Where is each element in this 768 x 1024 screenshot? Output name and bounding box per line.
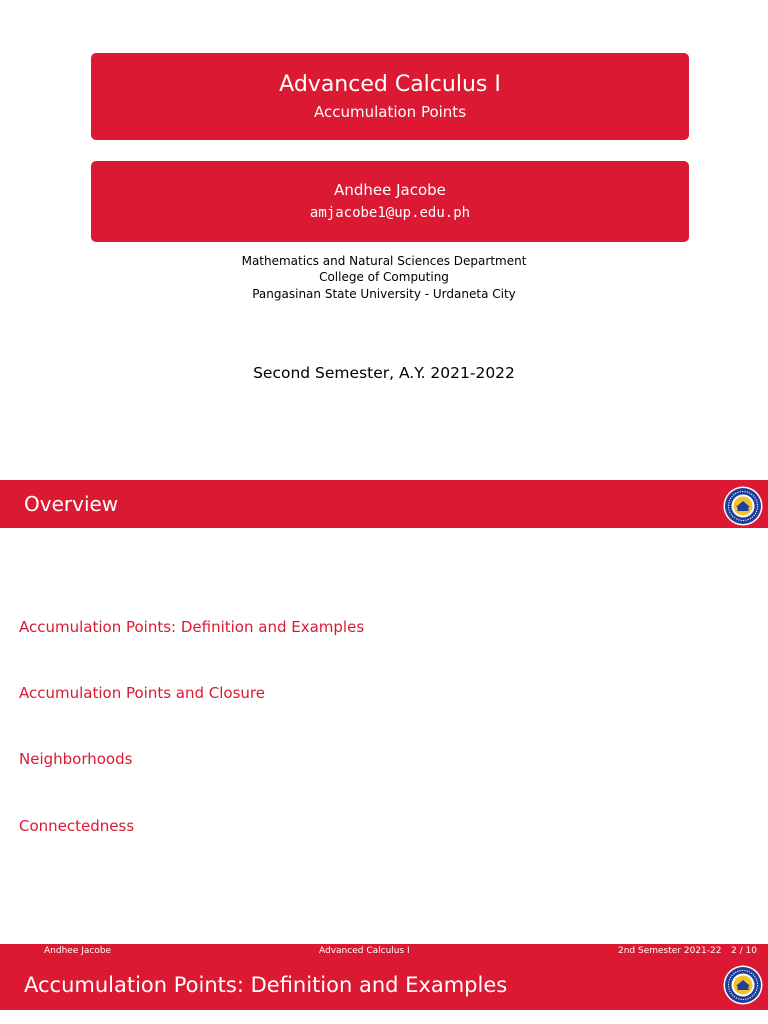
presentation-date: Second Semester, A.Y. 2021-2022	[253, 364, 515, 382]
frame-title: Accumulation Points: Definition and Examples	[24, 973, 508, 997]
toc-item[interactable]: Neighborhoods	[19, 750, 133, 768]
title-block	[91, 53, 689, 140]
institute-college: College of Computing	[319, 270, 449, 284]
footer-author: Andhee Jacobe	[44, 946, 112, 956]
frame-title: Overview	[24, 492, 119, 516]
author-block	[91, 161, 689, 242]
footer-page-number: 2 / 10	[731, 946, 757, 956]
presentation-title: Advanced Calculus I	[279, 72, 501, 97]
presentation-subtitle: Accumulation Points	[313, 103, 467, 121]
toc-item[interactable]: Accumulation Points: Definition and Examples	[19, 618, 365, 636]
university-seal-icon	[723, 486, 763, 526]
footer-course: Advanced Calculus I	[319, 946, 410, 956]
author-email: amjacobe1@up.edu.ph	[309, 205, 471, 221]
author-name: Andhee Jacobe	[334, 181, 446, 199]
footer-semester: 2nd Semester 2021-22	[618, 946, 722, 956]
university-seal-icon	[723, 965, 763, 1005]
institute-university: Pangasinan State University - Urdaneta City	[252, 287, 516, 301]
toc-item[interactable]: Accumulation Points and Closure	[19, 684, 265, 702]
toc-item[interactable]: Connectedness	[19, 817, 135, 835]
institute-department: Mathematics and Natural Sciences Department	[241, 254, 527, 268]
